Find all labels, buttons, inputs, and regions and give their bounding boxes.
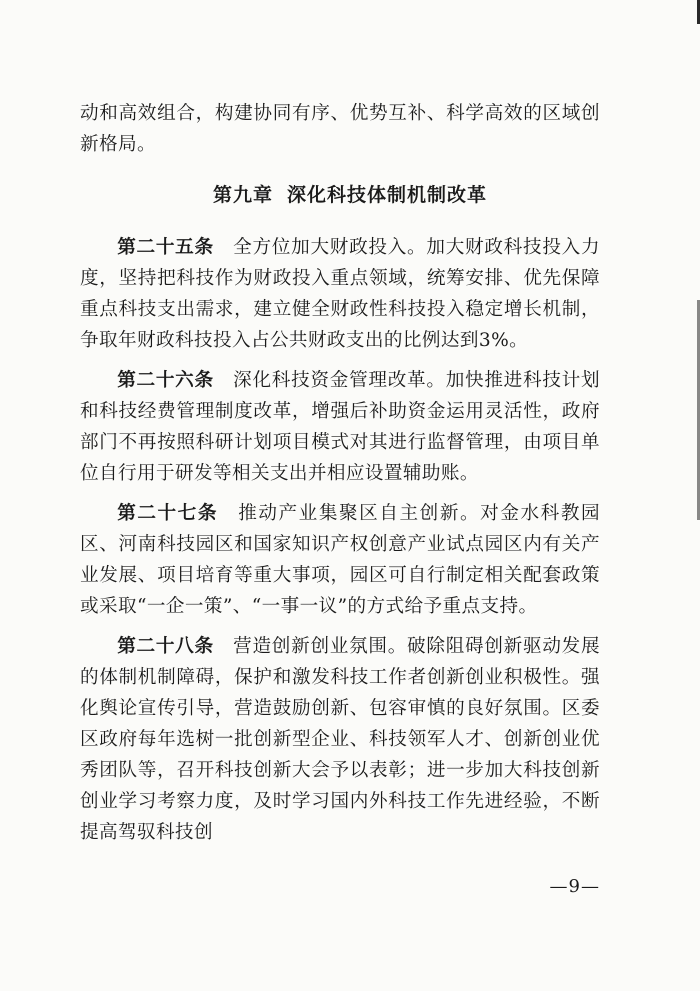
continuation-paragraph: 动和高效组合，构建协同有序、优势互补、科学高效的区域创新格局。: [80, 103, 600, 155]
articles-block: [80, 232, 600, 848]
chapter-title: 深化科技体制机制改革: [287, 184, 488, 206]
chapter-heading: [80, 180, 620, 211]
article-paragraph: [80, 365, 600, 489]
article-paragraph: [80, 631, 600, 848]
article-label: 第二十六条: [117, 370, 214, 391]
article-label: 第二十八条: [117, 636, 214, 657]
article-text: 全方位加大财政投入。加大财政科技投入力度，坚持把科技作为财政投入重点领域，统筹安排、优先保障重点科技支出需求，建立健全财政性科技投入稳定增长机制，争取年财政科技投入占公共财政支出的比例达到3%。: [80, 237, 600, 351]
article-text: 推动产业集聚区自主创新。对金水科教园区、河南科技园区和国家知识产权创意产业试点园区内有关产业发展、项目培育等重大事项，园区可自行制定相关配套政策或采取“一企一策”、“一事一议”的方式给予重点支持。: [80, 503, 600, 617]
article-label: 第二十七条: [117, 503, 219, 524]
page-number: —9—: [549, 876, 600, 897]
chapter-number: 第九章: [212, 184, 273, 206]
article-label: 第二十五条: [117, 237, 214, 258]
continuation-text-block: [80, 98, 600, 160]
article-paragraph: [80, 232, 600, 356]
article-text: 营造创新创业氛围。破除阻碍创新驱动发展的体制机制障碍，保护和激发科技工作者创新创业积极性。强化舆论宣传引导，营造鼓励创新、包容审慎的良好氛围。区委区政府每年选树一批创新型企业、科技领军人才、创新创业优秀团队等，召开科技创新大会予以表彰；进一步加大科技创新创业学习考察力度，及时学习国内外科技工作先进经验，不断提高驾驭科技创: [80, 636, 600, 843]
article-paragraph: [80, 498, 600, 622]
article-text: 深化科技资金管理改革。加快推进科技计划和科技经费管理制度改革，增强后补助资金运用灵活性，政府部门不再按照科研计划项目模式对其进行监督管理，由项目单位自行用于研发等相关支出并相应设置辅助账。: [80, 370, 600, 484]
